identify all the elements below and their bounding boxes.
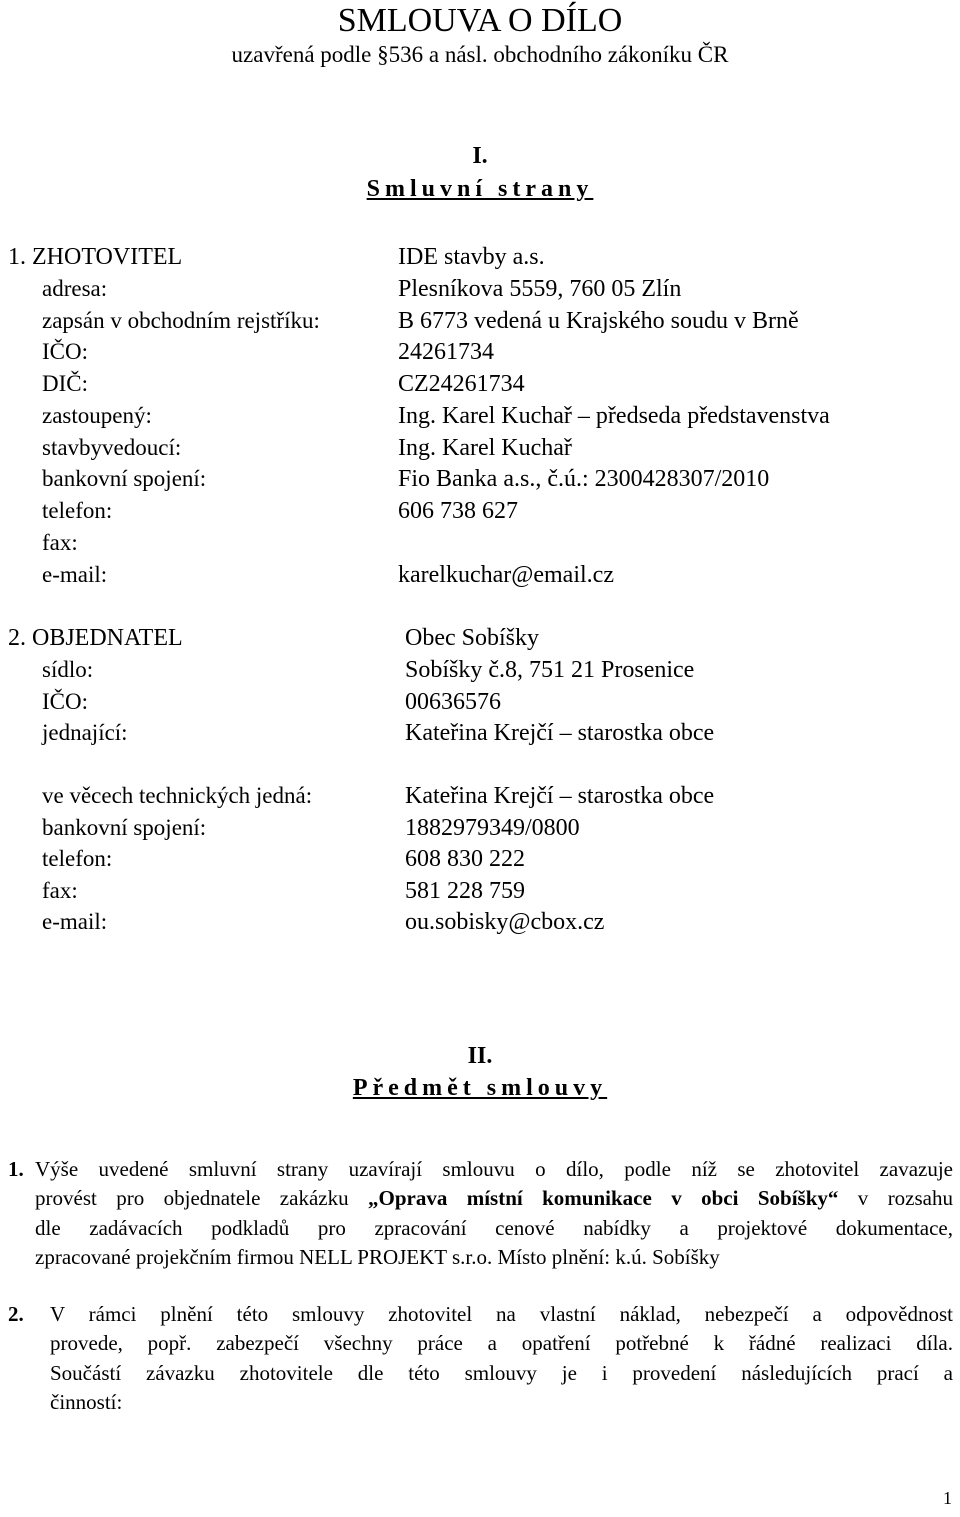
section-1-title: Smluvní strany [366, 176, 594, 202]
para-2-line: Součástí závazku zhotovitele dle této smlouvy je i provedení následujících prací a [50, 1360, 953, 1385]
contract-subject: „Oprava místní komunikace v obci Sobíšky“ [367, 1186, 839, 1211]
client-value: 1882979349/0800 [405, 815, 580, 841]
document-title: SMLOUVA O DÍLO [337, 2, 623, 39]
contractor-value: 24261734 [398, 339, 494, 365]
para-1-line: zpracované projekčním firmou NELL PROJEKT s.r.o. Místo plnění: k.ú. Sobíšky [35, 1244, 720, 1269]
contractor-value: Ing. Karel Kuchař [398, 435, 572, 461]
contractor-value: Ing. Karel Kuchař – předseda představenstva [398, 403, 830, 429]
contractor-label: zapsán v obchodním rejstříku: [42, 308, 320, 333]
client-label: IČO: [42, 689, 88, 714]
contractor-value: 606 738 627 [398, 498, 518, 524]
para-1-line: Výše uvedené smluvní strany uzavírají smlouvu o dílo, podle níž se zhotovitel zavazuje [35, 1157, 953, 1181]
contractor-heading: 1. ZHOTOVITEL [8, 244, 183, 270]
section-2-number: II. [467, 1043, 493, 1069]
client-label: jednající: [42, 720, 128, 745]
para-2-number: 2. [8, 1302, 24, 1326]
contractor-name: IDE stavby a.s. [398, 244, 545, 270]
contractor-label: zastoupený: [42, 403, 152, 428]
client-label: telefon: [42, 846, 113, 871]
para-2-line: provede, popř. zabezpečí všechny práce a opatření potřebné k řádné realizaci díla. [50, 1331, 953, 1356]
client-value: ou.sobisky@cbox.cz [405, 909, 605, 935]
client-label: sídlo: [42, 657, 94, 682]
para-1-line: dle zadávacích podkladů pro zpracování cenové nabídky a projektové dokumentace, [35, 1215, 953, 1240]
contractor-label: e-mail: [42, 562, 108, 587]
contractor-value: B 6773 vedená u Krajského soudu v Brně [398, 308, 799, 334]
para-1-text: v rozsahu [838, 1186, 953, 1211]
para-1-line [35, 1184, 953, 1213]
contractor-label: stavbyvedoucí: [42, 435, 182, 460]
para-1 [35, 1155, 953, 1272]
client-name: Obec Sobíšky [405, 625, 539, 651]
contractor-value: CZ24261734 [398, 371, 525, 397]
client-value: Kateřina Krejčí – starostka obce [405, 783, 715, 809]
client-value: 00636576 [405, 689, 501, 715]
client-value: Sobíšky č.8, 751 21 Prosenice [405, 657, 695, 683]
contractor-label: IČO: [42, 339, 88, 364]
contractor-label: fax: [42, 530, 78, 555]
client-label: e-mail: [42, 909, 108, 934]
client-heading: 2. OBJEDNATEL [8, 625, 183, 651]
document-subtitle: uzavřená podle §536 a násl. obchodního zákoníku ČR [231, 42, 729, 67]
contractor-label: DIČ: [42, 371, 88, 396]
section-1-number: I. [472, 143, 488, 169]
client-label: ve věcech technických jedná: [42, 783, 313, 808]
client-value: Kateřina Krejčí – starostka obce [405, 720, 715, 746]
contractor-value: Plesníkova 5559, 760 05 Zlín [398, 276, 682, 302]
para-1-text: provést pro objednatele zakázku [35, 1186, 368, 1211]
contractor-value: Fio Banka a.s., č.ú.: 2300428307/2010 [398, 466, 770, 492]
section-2-title: Předmět smlouvy [352, 1075, 608, 1101]
para-2-line: V rámci plnění této smlouvy zhotovitel na vlastní náklad, nebezpečí a odpovědnost [50, 1302, 953, 1326]
client-label: bankovní spojení: [42, 815, 207, 840]
contractor-label: bankovní spojení: [42, 466, 207, 491]
client-value: 608 830 222 [405, 846, 525, 872]
client-label: fax: [42, 878, 78, 903]
contractor-label: telefon: [42, 498, 113, 523]
client-value: 581 228 759 [405, 878, 525, 904]
para-1-number: 1. [8, 1157, 24, 1181]
contractor-label: adresa: [42, 276, 108, 301]
contractor-value: karelkuchar@email.cz [398, 562, 614, 588]
page-number: 1 [943, 1488, 952, 1508]
para-2 [50, 1300, 953, 1417]
para-2-line: činností: [50, 1389, 123, 1414]
